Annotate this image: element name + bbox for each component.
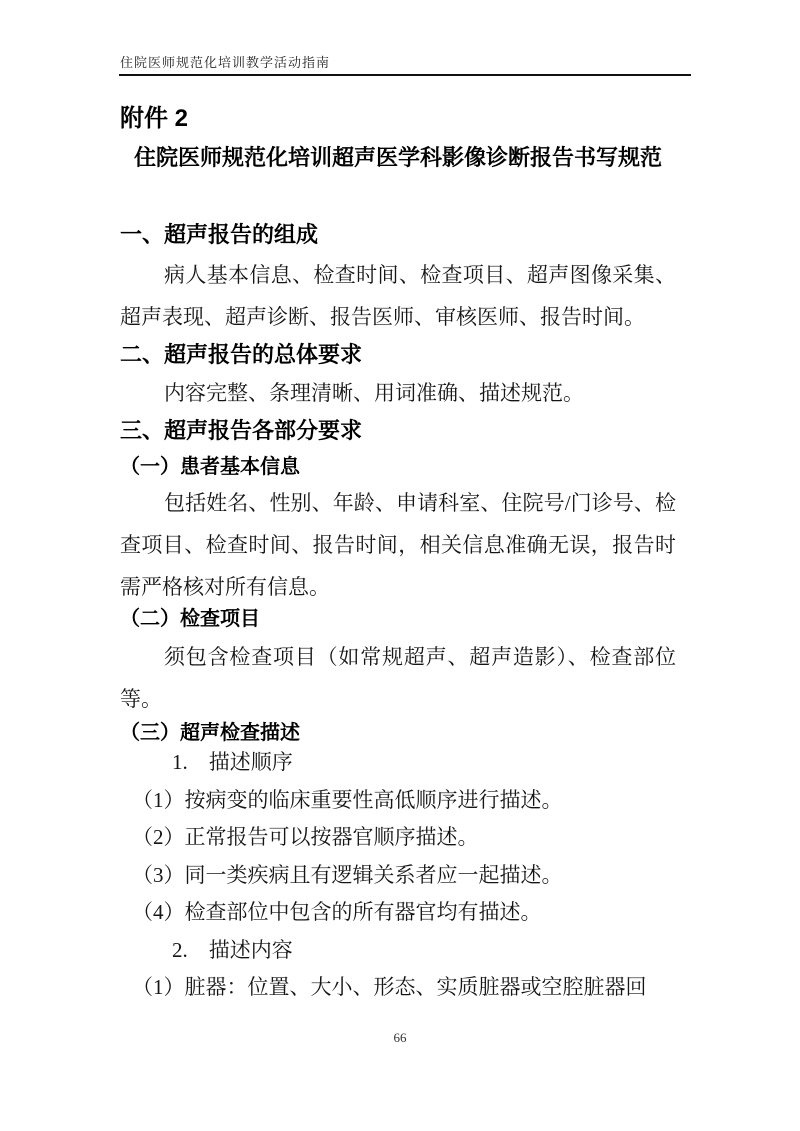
section-1-paragraph: 病人基本信息、检查时间、检查项目、超声图像采集、超声表现、超声诊断、报告医师、审核医师、报告时间。 bbox=[120, 263, 676, 329]
section-heading-2: 二、超声报告的总体要求 bbox=[120, 342, 363, 367]
document-title: 住院医师规范化培训超声医学科影像诊断报告书写规范 bbox=[133, 145, 662, 170]
subsection-1-paragraph: 包括姓名、性别、年龄、申请科室、住院号/门诊号、检查项目、检查时间、报告时间，相关信息准确无误，报告时需严格核对所有信息。 bbox=[120, 491, 676, 599]
subsection-heading-2: （二）检查项目 bbox=[120, 608, 260, 630]
subsection-2-paragraph: 须包含检查项目（如常规超声、超声造影）、检查部位等。 bbox=[120, 645, 676, 711]
list-item: （1）按病变的临床重要性高低顺序进行描述。 bbox=[132, 787, 563, 812]
running-header: 住院医师规范化培训教学活动指南 bbox=[120, 55, 331, 70]
document-content bbox=[120, 0, 676, 1007]
attachment-label: 附件 2 bbox=[120, 105, 189, 132]
list-item: （4）检查部位中包含的所有器官均有描述。 bbox=[132, 900, 542, 924]
list-item-order-2: 2. 描述内容 bbox=[172, 937, 293, 962]
numbered-list bbox=[120, 744, 676, 1007]
list-item: （3）同一类疾病且有逻辑关系者应一起描述。 bbox=[132, 862, 563, 887]
list-item-order-1: 1. 描述顺序 bbox=[172, 750, 293, 774]
section-heading-3: 三、超声报告各部分要求 bbox=[120, 418, 363, 443]
subsection-heading-1: （一）患者基本信息 bbox=[120, 456, 300, 478]
list-item: （2）正常报告可以按器官顺序描述。 bbox=[132, 825, 479, 849]
section-2-paragraph: 内容完整、条理清晰、用词准确、描述规范。 bbox=[164, 381, 584, 405]
section-heading-1: 一、超声报告的组成 bbox=[120, 222, 319, 247]
subsection-heading-3: （三）超声检查描述 bbox=[120, 722, 300, 744]
page-number: 66 bbox=[393, 1030, 407, 1045]
list-item: （1）脏器：位置、大小、形态、实质脏器或空腔脏器回 bbox=[132, 975, 647, 999]
